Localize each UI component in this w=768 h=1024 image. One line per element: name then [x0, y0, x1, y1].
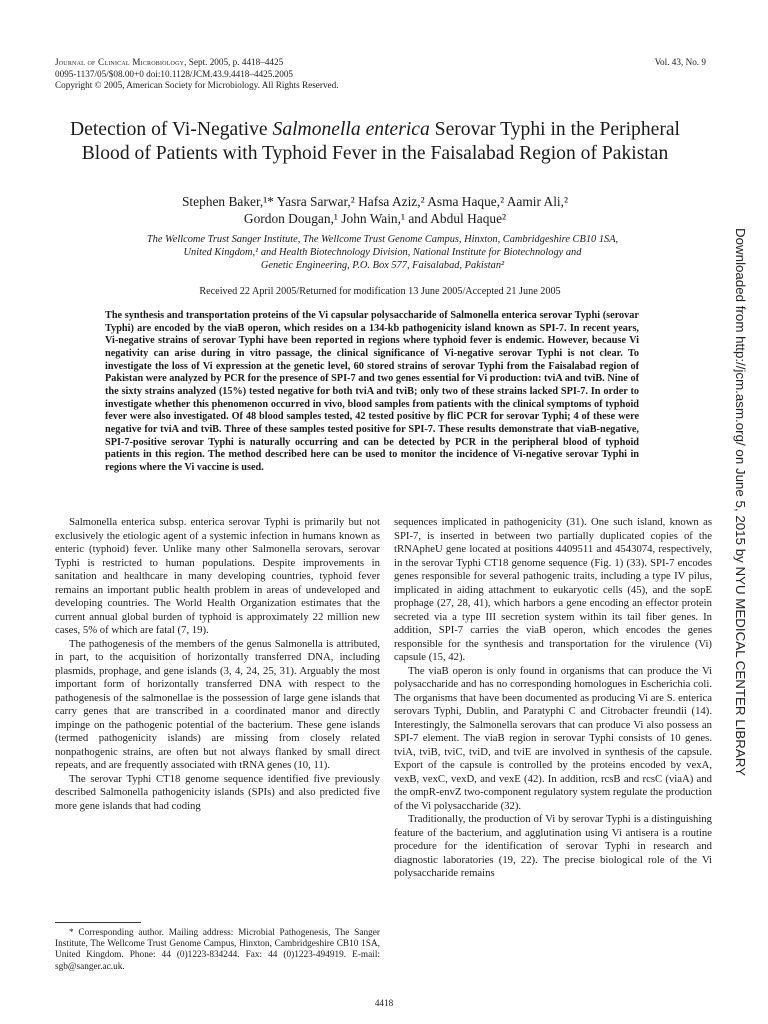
title-part-1: Detection of Vi-Negative: [70, 119, 273, 140]
corresponding-author-footnote: [55, 928, 380, 973]
body-paragraph: The pathogenesis of the members of the genus Salmonella is attributed, in part, to the acquisition of horizontally transferred DNA, including plasmids, prophage, and gene islands (3, 4, 24, 25, 31). Arguably the most important form of horizontally transferred DNA with respect to the pathogenesis of the salmonellae is the possession of large gene islands that carry genes that are transcribed in a coordinated manor and directly impinge on the pathogenic potential of the bacterium. These gene islands (termed pathogenicity islands) are missing from closely related nonpathogenic strains, are often but not always flanked by small direct repeats, and are frequently associated with tRNA genes (10, 11).: [55, 637, 380, 771]
running-header: [55, 57, 675, 92]
abstract: The synthesis and transportation proteins of the Vi capsular polysaccharide of Salmonella enterica serovar Typhi (serovar Typhi) are encoded by the viaB operon, which resides on a 134-kb pathogenicity island known as SPI-7. In recent years, Vi-negative strains of serovar Typhi have been reported in regions where typhoid fever is endemic. However, because Vi negativity can arise during in vitro passage, the clinical significance of Vi-negative serovar Typhi is not clear. To investigate the loss of Vi expression at the genetic level, 60 stored strains of serovar Typhi from the Faisalabad region of Pakistan were analyzed by PCR for the presence of SPI-7 and two genes essential for Vi production: tviA and tviB. Nine of the sixty strains analyzed (15%) tested negative for both tviA and tviB; only two of these strains lacked SPI-7. In order to investigate whether this phenomenon occurred in vivo, blood samples from patients with the clinical symptoms of typhoid fever were also investigated. Of 48 blood samples tested, 42 tested positive by fliC PCR for serovar Typhi; 4 of these were negative for tviA and tviB. Three of these samples tested positive for SPI-7. These results demonstrate that viaB-negative, SPI-7-positive serovar Typhi is naturally occurring and can be detected by PCR in the peripheral blood of typhoid patients in this region. The method described here can be used to monitor the incidence of Vi-negative serovar Typhi in regions where the Vi vaccine is used.: [105, 310, 639, 473]
footnote-rule: [55, 922, 141, 923]
affiliations: [95, 233, 670, 272]
body-column-right: [394, 516, 712, 881]
body-paragraph: The serovar Typhi CT18 genome sequence identified five previously described Salmonella pathogenicity islands (SPIs) and also predicted five more gene islands that had coding: [55, 772, 380, 812]
affiliation-line-1: The Wellcome Trust Sanger Institute, The Wellcome Trust Genome Campus, Hinxton, Cambridgeshire CB10 1SA,: [146, 234, 619, 245]
volume-issue: Vol. 43, No. 9: [654, 57, 706, 67]
journal-citation: , Sept. 2005, p. 4418–4425: [184, 57, 284, 67]
journal-name: Journal of Clinical Microbiology: [55, 57, 185, 67]
author-line-1: Stephen Baker,¹* Yasra Sarwar,² Hafsa Aziz,² Asma Haque,² Aamir Ali,²: [181, 194, 569, 209]
article-title: [70, 118, 680, 166]
body-paragraph: The viaB operon is only found in organisms that can produce the Vi polysaccharide and has no corresponding homologues in Escherichia coli. The organisms that have been documented as producing Vi are S. enterica serovars Typhi, Dublin, and Paratyphi C and Citrobacter freundii (14). Interestingly, the Salmonella serovars that can produce Vi also possess an SPI-7 element. The viaB region in serovar Typhi consists of 10 genes. tviA, tviB, tviC, tviD, and tviE are involved in synthesis of the capsule. Export of the capsule is controlled by the proteins encoded by vexA, vexB, vexC, vexD, and vexE (42). In addition, rcsB and rcsC (viaA) and the ompR-envZ two-component regulatory system regulate the production of the Vi polysaccharide (32).: [394, 664, 712, 812]
affiliation-line-3: Genetic Engineering, P.O. Box 577, Faisalabad, Pakistan²: [260, 260, 505, 271]
author-list: [80, 193, 670, 227]
title-part-2: Serovar Typhi in the Peripheral Blood of Patients with Typhoid Fever in the Faisalabad Region of Pakistan: [81, 119, 680, 165]
body-paragraph-continued: sequences implicated in pathogenicity (31). One such island, known as SPI-7, is inserted in between two partially duplicated copies of the tRNApheU gene located at positions 4409511 and 4543074, respectively, in the serovar Typhi CT18 genome sequence (Fig. 1) (33). SPI-7 encodes genes responsible for several pathogenic traits, including a type IV pilus, implicated in aiding attachment to eukaryotic cells (45), and the sopE prophage (27, 28, 41), which harbors a gene encoding an effector protein secreted via a type III secretion system within its tail fiber genes. In addition, SPI-7 carries the viaB operon, which encodes the genes responsible for the synthesis and transportation for the virulence (Vi) capsule (15, 42).: [394, 516, 712, 663]
footnote-text: * Corresponding author. Mailing address: Microbial Pathogenesis, The Sanger Institute, The Wellcome Trust Genome Campus, Hinxton, Cambridgeshire CB10 1SA, United Kingdom. Phone: 44 (0)1223-834244. Fax: 44 (0)1223-494919. E-mail: sgb@sanger.ac.uk.: [55, 928, 380, 972]
issn-doi-line: 0095-1137/05/$08.00+0 doi:10.1128/JCM.43.9.4418–4425.2005: [55, 68, 294, 79]
page-number: 4418: [374, 998, 394, 1008]
title-species: Salmonella enterica: [272, 119, 430, 140]
body-paragraph: Salmonella enterica subsp. enterica serovar Typhi is primarily but not exclusively the etiologic agent of a systemic infection in humans known as enteric (typhoid) fever. Unlike many other Salmonella serovars, serovar Typhi is restricted to human populations. Despite improvements in sanitation and healthcare in many developing countries, typhoid fever remains an important public health problem in areas of undeveloped and developing countries. The World Health Organization estimates that the current annual global burden of typhoid is approximately 22 million new cases, 5% of which are fatal (7, 19).: [55, 516, 380, 636]
download-watermark-text: Downloaded from http://jcm.asm.org/ on June 5, 2015 by NYU MEDICAL CENTER LIBRARY: [733, 228, 748, 771]
received-dates: Received 22 April 2005/Returned for modification 13 June 2005/Accepted 21 June 2005: [199, 286, 561, 297]
affiliation-line-2: United Kingdom,¹ and Health Biotechnology Division, National Institute for Biotechnology and: [183, 247, 582, 258]
copyright-line: Copyright © 2005, American Society for Microbiology. All Rights Reserved.: [55, 80, 339, 90]
download-watermark: [718, 224, 758, 784]
author-line-2: Gordon Dougan,¹ John Wain,¹ and Abdul Haque²: [243, 211, 507, 226]
body-paragraph: Traditionally, the production of Vi by serovar Typhi is a distinguishing feature of the bacterium, and agglutination using Vi antisera is a routine procedure for the identification of serovar Typhi in research and diagnostic laboratories (19, 22). The precise biological role of the Vi polysaccharide remains: [394, 813, 712, 879]
body-column-left: [55, 516, 380, 813]
